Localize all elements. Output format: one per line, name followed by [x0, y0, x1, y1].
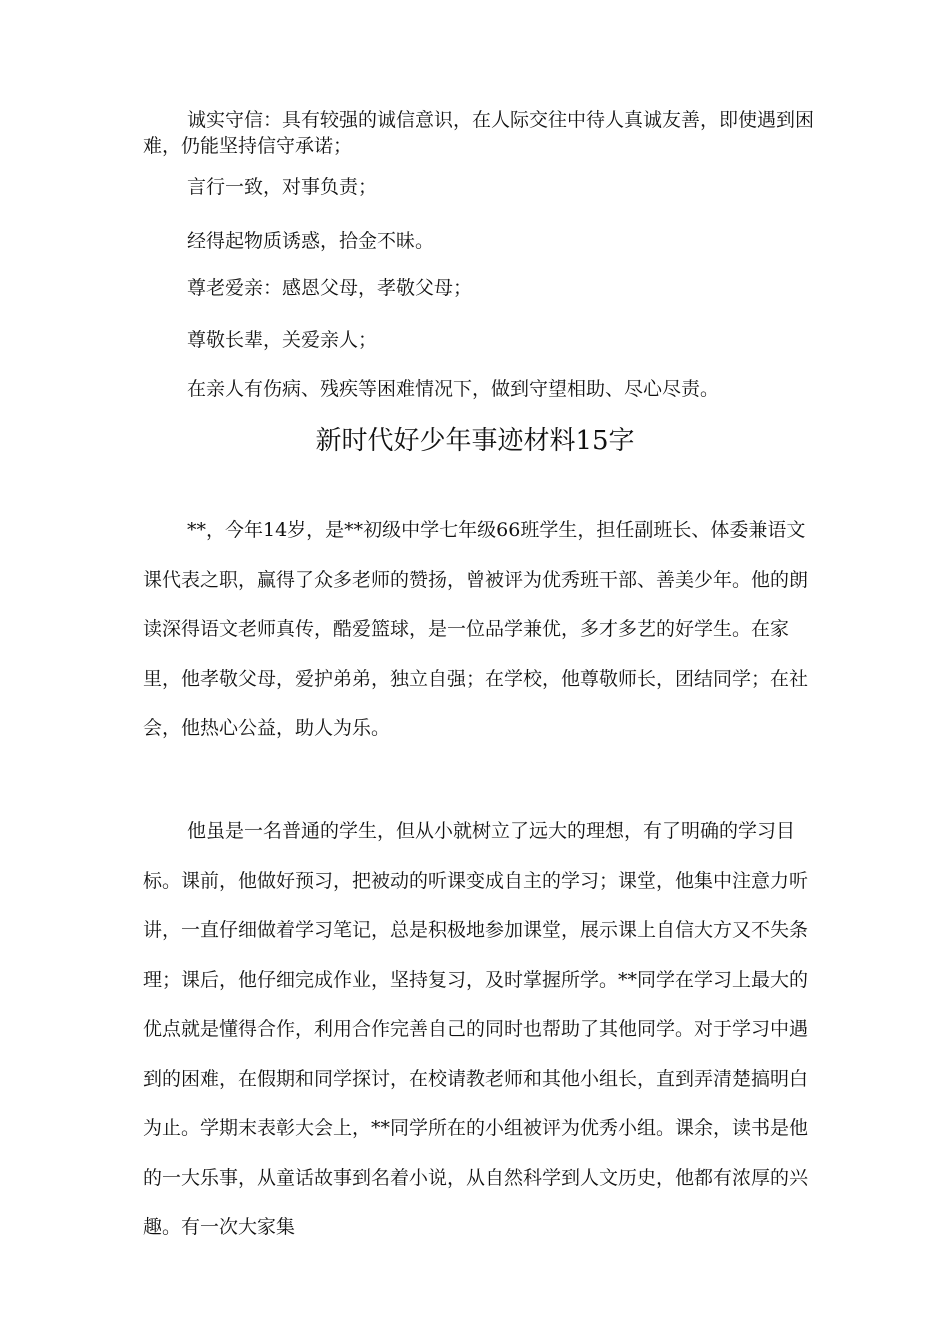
article-paragraph-2: 他虽是一名普通的学生，但从小就树立了远大的理想，有了明确的学习目标。课前，他做好预习，把被动的听课变成自主的学习；课堂，他集中注意力听讲，一直仔细做着学习笔记，总是积极地参加课堂，展示课上自信大方又不失条理；课后，他仔细完成作业，坚持复习，及时掌握所学。**同学在学习上最大的优点就是懂得合作，利用合作完善自己的同时也帮助了其他同学。对于学习中遇到的困难，在假期和同学探讨，在校请教老师和其他小组长，直到弄清楚搞明白为止。学期末表彰大会上，**同学所在的小组被评为优秀小组。课余，读书是他的一大乐事，从童话故事到名着小说，从自然科学到人文历史，他都有浓厚的兴趣。有一次大家集: [143, 820, 809, 1238]
article-paragraph-1: **，今年14岁，是**初级中学七年级66班学生，担任副班长、体委兼语文课代表之职，赢得了众多老师的赞扬，曾被评为优秀班干部、善美少年。他的朗读深得语文老师真传，酷爱篮球，是一位品学兼优，多才多艺的好学生。在家里，他孝敬父母，爱护弟弟，独立自强；在学校，他尊敬师长，团结同学；在社会，他热心公益，助人为乐。: [143, 519, 809, 739]
paragraph-consistency: 言行一致，对事负责；: [187, 176, 378, 198]
paragraph-respect-elders: 尊敬长辈，关爱亲人；: [187, 329, 378, 351]
paragraph-mutual-help: 在亲人有伤病、残疾等困难情况下，做到守望相助、尽心尽责。: [187, 378, 720, 400]
paragraph-respect-parents: 尊老爱亲：感恩父母，孝敬父母；: [187, 277, 473, 299]
paragraph-integrity: 经得起物质诱惑，拾金不昧。: [187, 230, 435, 252]
paragraph-honesty: 诚实守信：具有较强的诚信意识，在人际交往中待人真诚友善，即使遇到困难，仍能坚持信守承诺；: [143, 109, 815, 157]
article-title: 新时代好少年事迹材料15字: [315, 426, 635, 456]
